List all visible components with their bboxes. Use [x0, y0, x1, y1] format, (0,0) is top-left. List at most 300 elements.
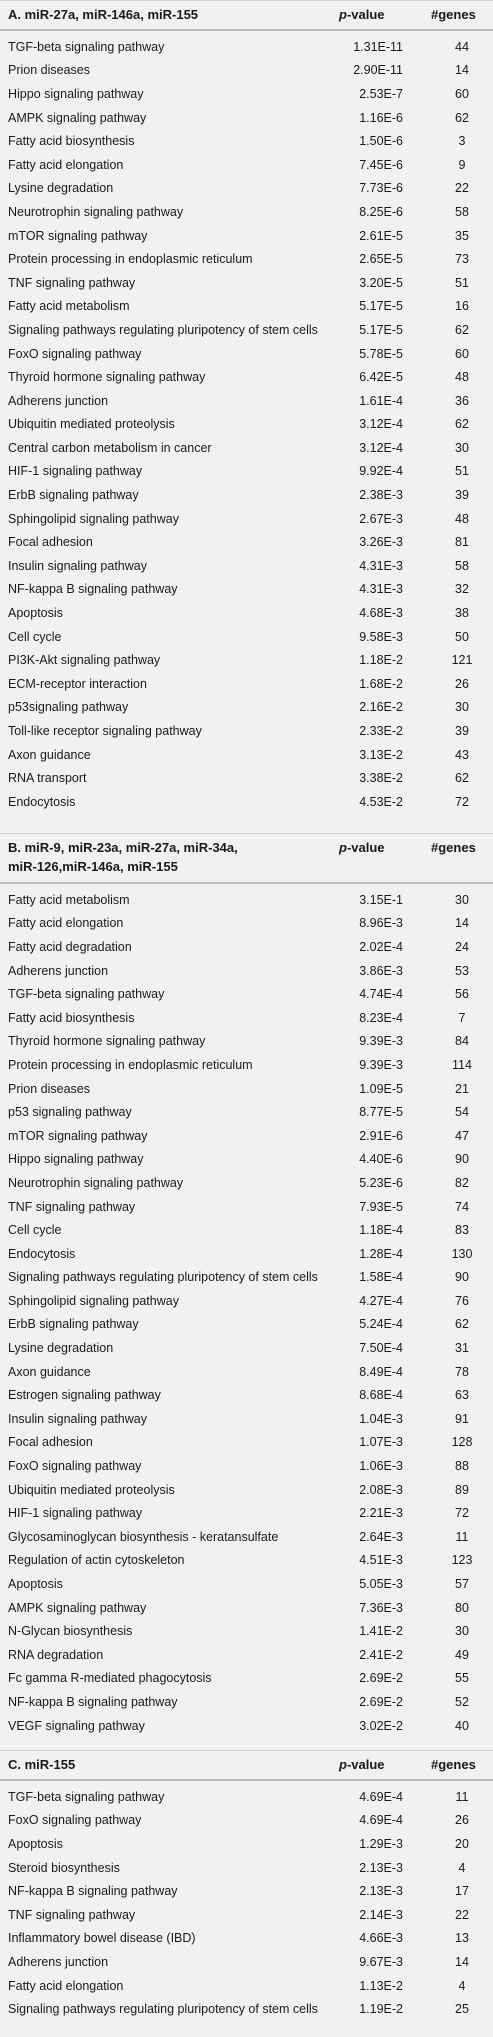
- p-value: 2.38E-3: [359, 488, 403, 503]
- gene-count: 83: [455, 1223, 469, 1238]
- pathway-name: Steroid biosynthesis: [8, 1860, 120, 1875]
- gene-count: 72: [455, 1506, 469, 1521]
- gene-count: 39: [455, 488, 469, 503]
- table-row: [0, 129, 493, 153]
- gene-count: 21: [455, 1081, 469, 1096]
- table-row: [0, 625, 493, 649]
- gene-count: 58: [455, 558, 469, 573]
- p-value: 6.42E-5: [359, 370, 403, 385]
- gene-count: 74: [455, 1199, 469, 1214]
- table-row: [0, 1336, 493, 1360]
- table-row: [0, 82, 493, 106]
- gene-count: 88: [455, 1459, 469, 1474]
- pvalue-header: p-value: [339, 7, 385, 22]
- gene-count: 47: [455, 1128, 469, 1143]
- p-value: 2.65E-5: [359, 252, 403, 267]
- pathway-name: PI3K-Akt signaling pathway: [8, 653, 161, 668]
- table-row: [0, 318, 493, 342]
- pathway-name: Lysine degradation: [8, 181, 114, 196]
- p-value: 1.18E-4: [359, 1223, 403, 1238]
- p-value: 8.68E-4: [359, 1388, 403, 1403]
- p-value: 4.53E-2: [359, 794, 403, 809]
- p-value: 1.06E-3: [359, 1459, 403, 1474]
- pathway-name: TNF signaling pathway: [8, 1199, 136, 1214]
- pathway-name: Protein processing in endoplasmic reticulum: [8, 252, 253, 267]
- pathway-name: Thyroid hormone signaling pathway: [8, 1034, 206, 1049]
- pathway-name: Toll-like receptor signaling pathway: [8, 724, 202, 739]
- gene-count: 62: [455, 771, 469, 786]
- p-value: 5.17E-5: [359, 322, 403, 337]
- p-value: 4.66E-3: [359, 1931, 403, 1946]
- table-row: [0, 1619, 493, 1643]
- table-row: [0, 106, 493, 130]
- gene-count: 25: [455, 2002, 469, 2017]
- pathway-name: Glycosaminoglycan biosynthesis - keratansulfate: [8, 1529, 279, 1544]
- section-c: [0, 1750, 493, 2037]
- table-row: [0, 1454, 493, 1478]
- table-row: [0, 1643, 493, 1667]
- pathway-name: HIF-1 signaling pathway: [8, 1506, 143, 1521]
- pathway-name: ErbB signaling pathway: [8, 488, 139, 503]
- pathway-name: Hippo signaling pathway: [8, 1152, 144, 1167]
- gene-count: 38: [455, 606, 469, 621]
- table-row: [0, 153, 493, 177]
- p-value: 2.21E-3: [359, 1506, 403, 1521]
- gene-count: 14: [455, 916, 469, 931]
- pathway-name: RNA degradation: [8, 1647, 104, 1662]
- gene-count: 128: [451, 1435, 473, 1450]
- p-value: 1.61E-4: [359, 393, 403, 408]
- pathway-name: FoxO signaling pathway: [8, 1459, 142, 1474]
- gene-count: 31: [455, 1341, 469, 1356]
- p-value: 3.38E-2: [359, 771, 403, 786]
- p-value: 7.93E-5: [359, 1199, 403, 1214]
- table-row: [0, 1124, 493, 1148]
- table-row: [0, 1431, 493, 1455]
- pathway-name: Axon guidance: [8, 747, 91, 762]
- p-value: 9.39E-3: [359, 1057, 403, 1072]
- pathway-name: p53 signaling pathway: [8, 1105, 132, 1120]
- p-value: 2.69E-2: [359, 1694, 403, 1709]
- p-value: 2.41E-2: [359, 1647, 403, 1662]
- section-rows: [0, 884, 493, 1737]
- pathway-name: Apoptosis: [8, 1577, 63, 1592]
- table-row: [0, 1927, 493, 1951]
- p-value: 1.04E-3: [359, 1411, 403, 1426]
- pathway-name: VEGF signaling pathway: [8, 1718, 145, 1733]
- gene-count: 53: [455, 963, 469, 978]
- p-value: 7.45E-6: [359, 157, 403, 172]
- p-value: 1.29E-3: [359, 1836, 403, 1851]
- pathway-name: TNF signaling pathway: [8, 1907, 136, 1922]
- p-value: 1.19E-2: [359, 2002, 403, 2017]
- pathway-name: NF-kappa B signaling pathway: [8, 1694, 178, 1709]
- table-row: [0, 1030, 493, 1054]
- p-value: 1.13E-2: [359, 1978, 403, 1993]
- gene-count: 22: [455, 1907, 469, 1922]
- p-value: 2.02E-4: [359, 939, 403, 954]
- table-row: [0, 1785, 493, 1809]
- genes-header: #genes: [431, 7, 476, 22]
- pathway-name: Adherens junction: [8, 1954, 109, 1969]
- gene-count: 14: [455, 1954, 469, 1969]
- table-row: [0, 1313, 493, 1337]
- gene-count: 81: [455, 535, 469, 550]
- table-row: [0, 1879, 493, 1903]
- gene-count: 89: [455, 1482, 469, 1497]
- gene-count: 78: [455, 1364, 469, 1379]
- p-value: 4.74E-4: [359, 987, 403, 1002]
- pathway-name: Endocytosis: [8, 1246, 76, 1261]
- pathway-name: Signaling pathways regulating pluripotency of stem cells: [8, 2002, 318, 2017]
- p-value: 7.50E-4: [359, 1341, 403, 1356]
- p-value: 8.96E-3: [359, 916, 403, 931]
- p-value: 3.12E-4: [359, 440, 403, 455]
- gene-count: 9: [458, 157, 466, 172]
- table-row: [0, 1856, 493, 1880]
- table-row: [0, 1974, 493, 1998]
- p-value: 1.68E-2: [359, 676, 403, 691]
- gene-count: 62: [455, 417, 469, 432]
- gene-count: 60: [455, 346, 469, 361]
- section-title: C. miR-155: [8, 1757, 76, 1772]
- p-value: 1.58E-4: [359, 1270, 403, 1285]
- table-row: [0, 1667, 493, 1691]
- p-value: 1.09E-5: [359, 1081, 403, 1096]
- gene-count: 48: [455, 511, 469, 526]
- p-value: 3.15E-1: [359, 892, 403, 907]
- gene-count: 36: [455, 393, 469, 408]
- p-value: 2.13E-3: [359, 1860, 403, 1875]
- section-header: [0, 1751, 493, 1781]
- table-row: [0, 935, 493, 959]
- pathway-name: HIF-1 signaling pathway: [8, 464, 143, 479]
- pathway-name: Neurotrophin signaling pathway: [8, 204, 184, 219]
- p-value: 2.14E-3: [359, 1907, 403, 1922]
- table-row: [0, 1525, 493, 1549]
- p-value: 7.36E-3: [359, 1600, 403, 1615]
- section-rows: [0, 31, 493, 814]
- pathway-name: Fatty acid biosynthesis: [8, 134, 135, 149]
- section-title: B. miR-9, miR-23a, miR-27a, miR-34a, miR-126,miR-146a, miR-155: [8, 840, 238, 874]
- pathway-name: Focal adhesion: [8, 535, 93, 550]
- table-row: [0, 1100, 493, 1124]
- table-row: [0, 460, 493, 484]
- table-row: [0, 389, 493, 413]
- pathway-name: Insulin signaling pathway: [8, 1411, 147, 1426]
- gene-count: 48: [455, 370, 469, 385]
- gene-count: 3: [458, 134, 466, 149]
- table-row: [0, 912, 493, 936]
- table-row: [0, 766, 493, 790]
- table-row: [0, 696, 493, 720]
- pathway-name: Ubiquitin mediated proteolysis: [8, 417, 175, 432]
- pathway-name: Cell cycle: [8, 1223, 62, 1238]
- pathway-name: Apoptosis: [8, 606, 63, 621]
- pathway-name: Fatty acid metabolism: [8, 299, 130, 314]
- pathway-name: RNA transport: [8, 771, 87, 786]
- gene-count: 50: [455, 629, 469, 644]
- gene-count: 44: [455, 39, 469, 54]
- table-row: [0, 483, 493, 507]
- pathway-name: Fc gamma R-mediated phagocytosis: [8, 1671, 212, 1686]
- gene-count: 11: [455, 1789, 469, 1804]
- section-rows: [0, 1781, 493, 2021]
- pathway-name: N-Glycan biosynthesis: [8, 1624, 133, 1639]
- p-value: 4.69E-4: [359, 1789, 403, 1804]
- gene-count: 91: [455, 1411, 469, 1426]
- pathway-name: Sphingolipid signaling pathway: [8, 511, 179, 526]
- gene-count: 80: [455, 1600, 469, 1615]
- pathway-name: Fatty acid elongation: [8, 1978, 124, 1993]
- gene-count: 30: [455, 700, 469, 715]
- table-row: [0, 1242, 493, 1266]
- gene-count: 130: [451, 1246, 473, 1261]
- gene-count: 57: [455, 1577, 469, 1592]
- table-row: [0, 413, 493, 437]
- pathway-name: NF-kappa B signaling pathway: [8, 582, 178, 597]
- p-value: 2.13E-3: [359, 1884, 403, 1899]
- table-row: [0, 743, 493, 767]
- table-row: [0, 1714, 493, 1738]
- pvalue-header: p-value: [339, 1757, 385, 1772]
- p-value: 2.61E-5: [359, 228, 403, 243]
- table-row: [0, 1195, 493, 1219]
- gene-count: 4: [458, 1860, 466, 1875]
- p-value: 1.18E-2: [359, 653, 403, 668]
- gene-count: 90: [455, 1270, 469, 1285]
- pathway-name: TNF signaling pathway: [8, 275, 136, 290]
- pathway-name: Prion diseases: [8, 63, 90, 78]
- pathway-name: Insulin signaling pathway: [8, 558, 147, 573]
- table-row: [0, 59, 493, 83]
- gene-count: 11: [455, 1529, 469, 1544]
- p-value: 1.16E-6: [359, 110, 403, 125]
- gene-count: 62: [455, 110, 469, 125]
- p-value: 3.20E-5: [359, 275, 403, 290]
- pathway-name: Fatty acid elongation: [8, 157, 124, 172]
- gene-count: 52: [455, 1694, 469, 1709]
- table-row: [0, 672, 493, 696]
- pathway-name: Sphingolipid signaling pathway: [8, 1293, 179, 1308]
- p-value: 8.77E-5: [359, 1105, 403, 1120]
- gene-count: 58: [455, 204, 469, 219]
- pathway-name: Adherens junction: [8, 393, 109, 408]
- p-value: 7.73E-6: [359, 181, 403, 196]
- gene-count: 39: [455, 724, 469, 739]
- table-row: [0, 648, 493, 672]
- pathway-name: Inflammatory bowel disease (IBD): [8, 1931, 196, 1946]
- table-row: [0, 1360, 493, 1384]
- gene-count: 22: [455, 181, 469, 196]
- table-row: [0, 790, 493, 814]
- p-value: 3.86E-3: [359, 963, 403, 978]
- table-row: [0, 177, 493, 201]
- p-value: 4.69E-4: [359, 1813, 403, 1828]
- gene-count: 56: [455, 987, 469, 1002]
- section-a: [0, 0, 493, 833]
- pathway-name: Fatty acid degradation: [8, 939, 132, 954]
- pathway-name: Hippo signaling pathway: [8, 86, 144, 101]
- p-value: 1.31E-11: [353, 39, 403, 54]
- pvalue-header: p-value: [339, 840, 385, 855]
- table-row: [0, 1053, 493, 1077]
- p-value: 5.05E-3: [359, 1577, 403, 1592]
- pathway-name: ECM-receptor interaction: [8, 676, 147, 691]
- pathway-name: NF-kappa B signaling pathway: [8, 1884, 178, 1899]
- table-row: [0, 1596, 493, 1620]
- p-value: 3.12E-4: [359, 417, 403, 432]
- p-value: 1.41E-2: [359, 1624, 403, 1639]
- pathway-name: Central carbon metabolism in cancer: [8, 440, 212, 455]
- pathway-name: TGF-beta signaling pathway: [8, 987, 165, 1002]
- pathway-name: ErbB signaling pathway: [8, 1317, 139, 1332]
- pathway-name: Signaling pathways regulating pluripotency of stem cells: [8, 1270, 318, 1285]
- table-row: [0, 436, 493, 460]
- p-value: 4.27E-4: [359, 1293, 403, 1308]
- pathway-name: Ubiquitin mediated proteolysis: [8, 1482, 175, 1497]
- gene-count: 82: [455, 1175, 469, 1190]
- table-row: [0, 1148, 493, 1172]
- gene-count: 60: [455, 86, 469, 101]
- p-value: 9.39E-3: [359, 1034, 403, 1049]
- pathway-name: p53signaling pathway: [8, 700, 129, 715]
- pathway-name: AMPK signaling pathway: [8, 110, 147, 125]
- gene-count: 49: [455, 1647, 469, 1662]
- gene-count: 30: [455, 440, 469, 455]
- table-row: [0, 1549, 493, 1573]
- gene-count: 14: [455, 63, 469, 78]
- gene-count: 35: [455, 228, 469, 243]
- p-value: 2.90E-11: [353, 63, 403, 78]
- table-row: [0, 959, 493, 983]
- table-row: [0, 554, 493, 578]
- gene-count: 62: [455, 1317, 469, 1332]
- gene-count: 51: [455, 464, 469, 479]
- pathway-name: Focal adhesion: [8, 1435, 93, 1450]
- p-value: 2.08E-3: [359, 1482, 403, 1497]
- genes-header: #genes: [431, 840, 476, 855]
- p-value: 2.53E-7: [359, 86, 403, 101]
- pathway-name: FoxO signaling pathway: [8, 1813, 142, 1828]
- gene-count: 51: [455, 275, 469, 290]
- table-row: [0, 1006, 493, 1030]
- gene-count: 24: [455, 939, 469, 954]
- pathway-name: Fatty acid metabolism: [8, 892, 130, 907]
- p-value: 2.64E-3: [359, 1529, 403, 1544]
- gene-count: 17: [455, 1884, 469, 1899]
- table-row: [0, 1478, 493, 1502]
- section-b: [0, 833, 493, 1750]
- p-value: 1.50E-6: [359, 134, 403, 149]
- table-row: [0, 1289, 493, 1313]
- pathway-name: Neurotrophin signaling pathway: [8, 1175, 184, 1190]
- p-value: 5.17E-5: [359, 299, 403, 314]
- gene-count: 114: [452, 1057, 472, 1072]
- table-row: [0, 295, 493, 319]
- gene-count: 16: [455, 299, 469, 314]
- table-row: [0, 247, 493, 271]
- table-row: [0, 365, 493, 389]
- pathway-name: Cell cycle: [8, 629, 62, 644]
- gene-count: 63: [455, 1388, 469, 1403]
- table-row: [0, 1501, 493, 1525]
- pathway-name: Regulation of actin cytoskeleton: [8, 1553, 185, 1568]
- gene-count: 32: [455, 582, 469, 597]
- p-value: 1.07E-3: [359, 1435, 403, 1450]
- gene-count: 54: [455, 1105, 469, 1120]
- gene-count: 76: [455, 1293, 469, 1308]
- table-row: [0, 1903, 493, 1927]
- table-row: [0, 1997, 493, 2021]
- table-row: [0, 1383, 493, 1407]
- p-value: 2.33E-2: [359, 724, 403, 739]
- p-value: 8.49E-4: [359, 1364, 403, 1379]
- p-value: 2.16E-2: [359, 700, 403, 715]
- table-row: [0, 1407, 493, 1431]
- pathway-name: Signaling pathways regulating pluripotency of stem cells: [8, 322, 318, 337]
- pathway-name: Fatty acid elongation: [8, 916, 124, 931]
- gene-count: 7: [458, 1010, 466, 1025]
- p-value: 9.67E-3: [359, 1954, 403, 1969]
- p-value: 5.78E-5: [359, 346, 403, 361]
- gene-count: 55: [455, 1671, 469, 1686]
- gene-count: 20: [455, 1836, 469, 1851]
- gene-count: 123: [451, 1553, 473, 1568]
- gene-count: 26: [455, 676, 469, 691]
- table-row: [0, 888, 493, 912]
- p-value: 4.51E-3: [359, 1553, 403, 1568]
- pathway-name: mTOR signaling pathway: [8, 228, 148, 243]
- gene-count: 84: [455, 1034, 469, 1049]
- pathway-name: FoxO signaling pathway: [8, 346, 142, 361]
- p-value: 2.67E-3: [359, 511, 403, 526]
- p-value: 3.02E-2: [359, 1718, 403, 1733]
- table-row: [0, 1171, 493, 1195]
- table-row: [0, 578, 493, 602]
- pathway-name: Endocytosis: [8, 794, 76, 809]
- gene-count: 62: [455, 322, 469, 337]
- pathway-name: Apoptosis: [8, 1836, 63, 1851]
- p-value: 5.24E-4: [359, 1317, 403, 1332]
- gene-count: 72: [455, 794, 469, 809]
- gene-count: 26: [455, 1813, 469, 1828]
- table-row: [0, 1832, 493, 1856]
- gene-count: 43: [455, 747, 469, 762]
- p-value: 2.91E-6: [359, 1128, 403, 1143]
- pathway-name: Fatty acid biosynthesis: [8, 1010, 135, 1025]
- table-row: [0, 1950, 493, 1974]
- pathway-name: Axon guidance: [8, 1364, 91, 1379]
- table-row: [0, 1690, 493, 1714]
- pathway-name: AMPK signaling pathway: [8, 1600, 147, 1615]
- table-row: [0, 1266, 493, 1290]
- p-value: 5.23E-6: [359, 1175, 403, 1190]
- table-row: [0, 1077, 493, 1101]
- table-row: [0, 601, 493, 625]
- gene-count: 30: [455, 1624, 469, 1639]
- table-row: [0, 982, 493, 1006]
- table-row: [0, 342, 493, 366]
- gene-count: 4: [458, 1978, 466, 1993]
- pathway-name: Adherens junction: [8, 963, 109, 978]
- p-value: 4.31E-3: [359, 558, 403, 573]
- section-header: [0, 1, 493, 31]
- table-row: [0, 200, 493, 224]
- pathway-name: TGF-beta signaling pathway: [8, 39, 165, 54]
- pathway-name: TGF-beta signaling pathway: [8, 1789, 165, 1804]
- p-value: 9.92E-4: [359, 464, 403, 479]
